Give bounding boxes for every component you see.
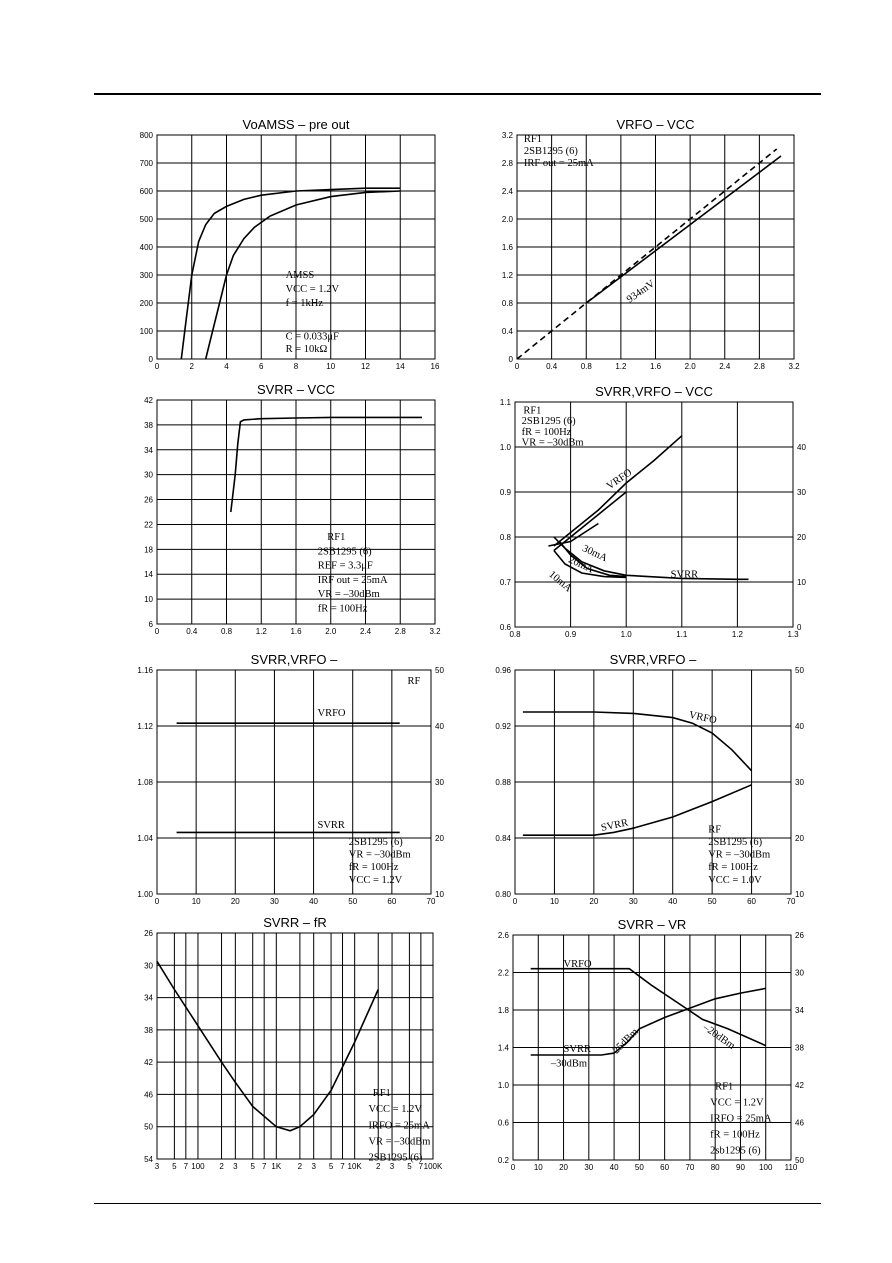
x-tick-label: 0 bbox=[154, 362, 160, 371]
x-tick-label: 0 bbox=[514, 362, 520, 371]
y-tick-label: 30 bbox=[144, 961, 153, 971]
chart-title: VoAMSS – pre out bbox=[242, 117, 350, 132]
x-tick-label: 5 bbox=[172, 1162, 177, 1171]
y-tick-label: 1.04 bbox=[137, 834, 153, 843]
chart-svrr-vr bbox=[470, 915, 830, 1180]
annotation: IRFO = 25mA bbox=[710, 1113, 772, 1125]
annotation: SVRR bbox=[670, 569, 699, 581]
chart-svrr-fr bbox=[100, 915, 460, 1180]
y2-tick-label: 40 bbox=[797, 443, 806, 452]
chart-title: SVRR – VR bbox=[617, 917, 687, 932]
x-tick-label: 16 bbox=[430, 362, 440, 371]
x-tick-label: 30 bbox=[269, 897, 279, 906]
annotation: RF1 bbox=[372, 1088, 391, 1100]
annotation: REF = 3.3μF bbox=[317, 560, 373, 572]
chart-svrr-vrfo-vcc bbox=[470, 385, 830, 650]
annotation: –20dBm bbox=[700, 1022, 737, 1052]
top-rule bbox=[94, 93, 821, 95]
y-tick-label: 1.1 bbox=[499, 398, 511, 407]
annotation: VRFO bbox=[563, 958, 592, 970]
annotation: VR = –30dBm bbox=[521, 437, 584, 449]
y-tick-label: 46 bbox=[144, 1090, 153, 1100]
x-tick-label: 0.8 bbox=[509, 630, 521, 639]
x-tick-label: 1.1 bbox=[676, 630, 688, 639]
y2-tick-label: 38 bbox=[795, 1043, 804, 1053]
annotation: 20mA bbox=[566, 554, 595, 576]
series-line-VRFO bbox=[523, 709, 752, 771]
x-tick-label: 50 bbox=[634, 1163, 644, 1172]
x-tick-label: 0 bbox=[154, 627, 160, 636]
y-tick-label: 600 bbox=[139, 187, 153, 196]
x-tick-label: 7 bbox=[183, 1162, 189, 1171]
series-line-svrr bbox=[231, 417, 422, 512]
y2-tick-label: 10 bbox=[435, 890, 444, 899]
y-tick-label: 26 bbox=[144, 495, 153, 505]
y-tick-label: 500 bbox=[139, 215, 153, 224]
y-tick-label: 18 bbox=[144, 545, 153, 555]
y2-tick-label: 20 bbox=[435, 834, 444, 843]
x-tick-label: 60 bbox=[747, 897, 757, 906]
x-tick-label: 10 bbox=[326, 362, 336, 371]
annotation: 2sb1295 (6) bbox=[710, 1145, 761, 1157]
chart-title: SVRR – fR bbox=[263, 915, 327, 930]
annotation: RF1 bbox=[523, 134, 543, 145]
series-line-VRFO bbox=[531, 969, 766, 1046]
y-tick-label: 0.6 bbox=[499, 623, 511, 632]
y-tick-label: 300 bbox=[139, 271, 153, 280]
chart-title: SVRR,VRFO – bbox=[609, 652, 697, 667]
annotation: C = 0.033μF bbox=[285, 331, 339, 343]
x-tick-label: 2 bbox=[376, 1162, 381, 1171]
y-tick-label: 0.8 bbox=[501, 299, 513, 308]
bottom-rule bbox=[94, 1203, 821, 1204]
chart-svrr-vrfo-b bbox=[470, 650, 830, 915]
y-tick-label: 800 bbox=[139, 131, 153, 140]
annotation: 2SB1295 (6) bbox=[523, 145, 578, 157]
y-tick-label: 50 bbox=[144, 1122, 153, 1132]
x-tick-label: 70 bbox=[786, 897, 796, 906]
y-tick-label: 0.2 bbox=[497, 1156, 509, 1165]
annotation: VCC = 1.2V bbox=[348, 874, 403, 886]
y-tick-label: 1.16 bbox=[137, 666, 153, 675]
annotation: fR = 100Hz bbox=[348, 862, 399, 874]
x-tick-label: 5 bbox=[250, 1162, 255, 1171]
y-tick-label: 0 bbox=[508, 355, 513, 364]
annotation: RF bbox=[708, 824, 722, 836]
x-tick-label: 7 bbox=[261, 1162, 267, 1171]
y-tick-label: 2.0 bbox=[501, 215, 513, 224]
annotation: VCC = 1.2V bbox=[710, 1097, 764, 1109]
y-tick-label: 700 bbox=[139, 159, 153, 168]
y2-tick-label: 34 bbox=[795, 1006, 804, 1015]
y-tick-label: 100 bbox=[139, 327, 153, 336]
annotation: IRFO = 25mA bbox=[368, 1120, 430, 1132]
x-tick-label: 1K bbox=[271, 1162, 282, 1171]
annotation: R = 10kΩ bbox=[285, 344, 328, 355]
x-tick-label: 100K bbox=[423, 1162, 443, 1171]
y-tick-label: 0.9 bbox=[499, 488, 511, 497]
annotation: 2SB1295 (6) bbox=[708, 837, 763, 848]
annotation: VR = –30dBm bbox=[317, 589, 380, 601]
x-tick-label: 0 bbox=[512, 897, 518, 906]
annotation: SVRR bbox=[317, 820, 345, 832]
annotation: 10mA bbox=[546, 569, 574, 595]
y-tick-label: 54 bbox=[144, 1155, 153, 1164]
series-line-solid bbox=[586, 156, 781, 306]
y-tick-label: 26 bbox=[144, 929, 153, 938]
annotation: RF1 bbox=[523, 405, 542, 417]
x-tick-label: 0.9 bbox=[565, 630, 577, 639]
y2-tick-label: 40 bbox=[435, 722, 444, 731]
chart-svrr-vcc bbox=[100, 380, 460, 645]
annotation: AMSS bbox=[285, 269, 315, 281]
x-tick-label: 1.2 bbox=[255, 627, 267, 636]
chart-title: VRFO – VCC bbox=[616, 117, 695, 132]
y2-tick-label: 50 bbox=[795, 666, 804, 675]
x-tick-label: 1.6 bbox=[290, 627, 302, 636]
y-tick-label: 0.7 bbox=[499, 578, 511, 587]
x-tick-label: 10K bbox=[347, 1162, 362, 1171]
annotation: 2SB1295 (6) bbox=[348, 837, 403, 848]
x-tick-label: 6 bbox=[259, 362, 264, 371]
x-tick-label: 60 bbox=[387, 897, 397, 906]
x-tick-label: 50 bbox=[348, 897, 358, 906]
chart-svrr-vrfo-a bbox=[100, 650, 460, 915]
series-line-VRFO-20mA bbox=[554, 492, 626, 551]
x-tick-label: 14 bbox=[395, 362, 405, 371]
x-tick-label: 0.8 bbox=[220, 627, 233, 636]
y2-tick-label: 10 bbox=[797, 578, 806, 587]
annotation: IRF out = 25mA bbox=[317, 574, 388, 586]
x-tick-label: 40 bbox=[668, 897, 678, 906]
annotation: RF bbox=[407, 676, 421, 687]
annotation: fR = 100Hz bbox=[521, 426, 572, 438]
x-tick-label: 20 bbox=[559, 1163, 568, 1172]
annotation: –30dBm bbox=[550, 1058, 588, 1070]
annotation: VRFO bbox=[687, 709, 718, 727]
annotation: fR = 100Hz bbox=[710, 1129, 760, 1141]
y-tick-label: 1.2 bbox=[501, 271, 513, 280]
y-tick-label: 1.00 bbox=[137, 890, 153, 899]
y-tick-label: 0.6 bbox=[497, 1118, 509, 1128]
annotation: f = 1kHz bbox=[285, 297, 323, 309]
y-tick-label: 22 bbox=[144, 520, 153, 530]
y-tick-label: 1.4 bbox=[497, 1043, 509, 1053]
annotation: SVRR bbox=[563, 1044, 591, 1056]
y-tick-label: 2.4 bbox=[501, 187, 513, 196]
chart-title: SVRR – VCC bbox=[256, 382, 336, 397]
y-tick-label: 42 bbox=[144, 396, 153, 405]
y2-tick-label: 42 bbox=[795, 1081, 804, 1090]
annotation: VCC = 1.2V bbox=[368, 1104, 422, 1116]
annotation: 2SB1295 (6) bbox=[368, 1152, 423, 1164]
x-tick-label: 30 bbox=[628, 897, 638, 906]
y-tick-label: 0 bbox=[148, 355, 153, 364]
chart-vrfo-vcc bbox=[470, 115, 830, 380]
x-tick-label: 80 bbox=[710, 1163, 720, 1172]
x-tick-label: 3.2 bbox=[429, 627, 441, 636]
annotation: VCC = 1.2V bbox=[285, 283, 340, 295]
x-tick-label: 8 bbox=[293, 362, 299, 371]
y-tick-label: 34 bbox=[144, 445, 153, 455]
y2-tick-label: 30 bbox=[435, 778, 444, 787]
x-tick-label: 2.0 bbox=[325, 627, 337, 636]
y-tick-label: 10 bbox=[144, 595, 153, 605]
x-tick-label: 60 bbox=[660, 1163, 670, 1172]
y-tick-label: 2.6 bbox=[497, 931, 509, 940]
y-tick-label: 6 bbox=[148, 620, 153, 629]
series-line-dashed bbox=[517, 149, 777, 359]
x-tick-label: 2.8 bbox=[394, 627, 406, 636]
x-tick-label: 110 bbox=[784, 1163, 798, 1172]
x-tick-label: 3 bbox=[311, 1162, 316, 1171]
x-tick-label: 3 bbox=[233, 1162, 238, 1171]
x-tick-label: 2.0 bbox=[684, 362, 696, 371]
x-tick-label: 40 bbox=[309, 897, 319, 906]
y2-tick-label: 50 bbox=[795, 1156, 804, 1165]
annotation: fR = 100Hz bbox=[708, 862, 758, 874]
y-tick-label: 42 bbox=[144, 1058, 153, 1068]
x-tick-label: 2.8 bbox=[753, 362, 765, 371]
x-tick-label: 100 bbox=[191, 1162, 205, 1171]
chart-voamss-pre-out bbox=[100, 115, 460, 380]
x-tick-label: 2 bbox=[297, 1162, 303, 1171]
annotation: IRF out = 25mA bbox=[523, 157, 594, 169]
annotation: VRFO bbox=[317, 708, 346, 720]
annotation: 25dBm bbox=[610, 1026, 641, 1057]
y-tick-label: 0.8 bbox=[499, 533, 511, 542]
y2-tick-label: 30 bbox=[797, 488, 806, 497]
y-tick-label: 1.08 bbox=[137, 778, 153, 787]
y-tick-label: 3.2 bbox=[501, 131, 513, 140]
x-tick-label: 2.4 bbox=[719, 362, 731, 371]
chart-title: SVRR,VRFO – bbox=[250, 652, 338, 667]
y2-tick-label: 10 bbox=[795, 890, 804, 899]
x-tick-label: 0 bbox=[154, 897, 160, 906]
annotation: 934mV bbox=[624, 278, 658, 306]
x-tick-label: 7 bbox=[340, 1162, 345, 1171]
y2-tick-label: 0 bbox=[797, 623, 802, 632]
y-tick-label: 2.8 bbox=[501, 159, 513, 168]
annotation: 2SB1295 (6) bbox=[521, 416, 576, 428]
x-tick-label: 3 bbox=[389, 1162, 395, 1171]
y-tick-label: 34 bbox=[144, 993, 153, 1003]
x-tick-label: 10 bbox=[549, 897, 559, 906]
y-tick-label: 38 bbox=[144, 1025, 153, 1035]
y-tick-label: 38 bbox=[144, 420, 153, 430]
x-tick-label: 0.8 bbox=[580, 362, 592, 371]
series-line-SVRR bbox=[157, 961, 378, 1131]
x-tick-label: 0.4 bbox=[186, 627, 198, 636]
x-tick-label: 10 bbox=[533, 1163, 543, 1172]
x-tick-label: 0 bbox=[510, 1163, 516, 1172]
y2-tick-label: 20 bbox=[797, 533, 806, 542]
y2-tick-label: 50 bbox=[435, 666, 444, 675]
x-tick-label: 1.3 bbox=[787, 630, 799, 639]
annotation: RF1 bbox=[327, 532, 346, 543]
x-tick-label: 20 bbox=[230, 897, 240, 906]
y-tick-label: 1.6 bbox=[501, 243, 513, 252]
x-tick-label: 30 bbox=[584, 1163, 594, 1172]
x-tick-label: 20 bbox=[589, 897, 599, 906]
annotation: SVRR bbox=[600, 817, 630, 834]
y-tick-label: 1.0 bbox=[497, 1081, 509, 1090]
annotation: fR = 100Hz bbox=[317, 603, 368, 615]
chart-title: SVRR,VRFO – VCC bbox=[595, 384, 713, 399]
series-line-VRFO-30mA bbox=[554, 436, 682, 546]
x-tick-label: 2.4 bbox=[359, 627, 372, 636]
annotation: VR = –30dBm bbox=[348, 849, 411, 861]
x-tick-label: 2 bbox=[219, 1162, 224, 1171]
x-tick-label: 70 bbox=[426, 897, 436, 906]
x-tick-label: 10 bbox=[191, 897, 201, 906]
y-tick-label: 0.80 bbox=[495, 890, 511, 899]
y-tick-label: 14 bbox=[144, 570, 153, 580]
y2-tick-label: 30 bbox=[795, 778, 804, 787]
x-tick-label: 4 bbox=[224, 362, 229, 371]
y-tick-label: 0.92 bbox=[495, 722, 511, 731]
annotation: VR = –30dBm bbox=[708, 849, 771, 861]
x-tick-label: 50 bbox=[707, 897, 717, 906]
y2-tick-label: 46 bbox=[795, 1118, 804, 1128]
y2-tick-label: 20 bbox=[795, 834, 804, 843]
y-tick-label: 200 bbox=[139, 299, 153, 308]
y2-tick-label: 40 bbox=[795, 722, 804, 731]
annotation: RF1 bbox=[715, 1081, 734, 1093]
y-tick-label: 30 bbox=[144, 470, 153, 480]
annotation: VRFO bbox=[604, 467, 635, 493]
y-tick-label: 0.88 bbox=[495, 778, 511, 787]
y-tick-label: 0.96 bbox=[495, 666, 511, 675]
y-tick-label: 0.4 bbox=[501, 327, 513, 336]
y2-tick-label: 30 bbox=[795, 968, 804, 978]
x-tick-label: 5 bbox=[407, 1162, 412, 1171]
y-tick-label: 400 bbox=[139, 243, 153, 252]
x-tick-label: 7 bbox=[418, 1162, 424, 1171]
y-tick-label: 1.12 bbox=[137, 722, 153, 731]
annotation: 2SB1295 (6) bbox=[317, 546, 372, 558]
x-tick-label: 1.6 bbox=[649, 362, 662, 371]
x-tick-label: 12 bbox=[361, 362, 370, 371]
x-tick-label: 1.2 bbox=[731, 630, 743, 639]
x-tick-label: 1.0 bbox=[620, 630, 632, 639]
x-tick-label: 100 bbox=[759, 1163, 773, 1172]
x-tick-label: 0.4 bbox=[546, 362, 558, 371]
y-tick-label: 1.0 bbox=[499, 443, 511, 452]
x-tick-label: 3 bbox=[154, 1162, 160, 1171]
x-tick-label: 1.2 bbox=[615, 362, 627, 371]
x-tick-label: 40 bbox=[609, 1163, 619, 1172]
x-tick-label: 90 bbox=[736, 1163, 745, 1172]
x-tick-label: 70 bbox=[685, 1163, 695, 1172]
annotation: 30mA bbox=[580, 543, 609, 565]
x-tick-label: 3.2 bbox=[788, 362, 800, 371]
x-tick-label: 5 bbox=[328, 1162, 334, 1171]
annotation: VCC = 1.0V bbox=[708, 874, 762, 886]
y-tick-label: 2.2 bbox=[497, 968, 509, 978]
y-tick-label: 1.8 bbox=[497, 1006, 509, 1015]
y-tick-label: 0.84 bbox=[495, 834, 511, 843]
annotation: VR = –30dBm bbox=[368, 1136, 431, 1148]
x-tick-label: 2 bbox=[189, 362, 194, 371]
y2-tick-label: 26 bbox=[795, 931, 804, 940]
